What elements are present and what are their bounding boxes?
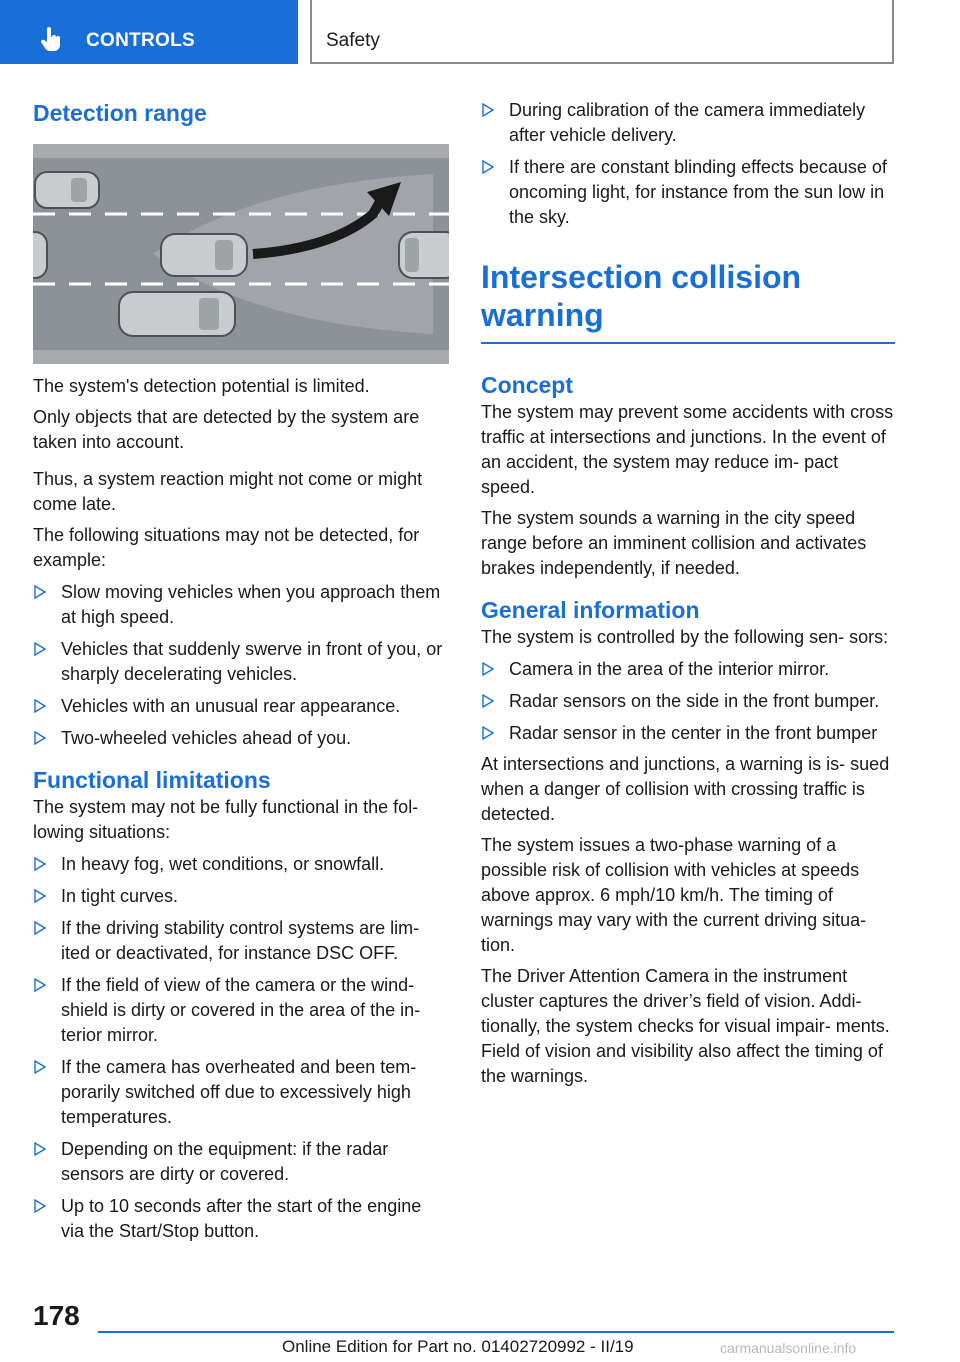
edition-note: Online Edition for Part no. 01402720992 - II/19 <box>282 1337 634 1356</box>
list-item: Vehicles with an unusual rear appearance. <box>33 694 449 719</box>
detection-paragraph: The following situations may not be detected, for example: <box>33 525 420 570</box>
list-item: Radar sensor in the center in the front bumper <box>481 721 895 746</box>
detection-paragraph: Only objects that are detected by the system are taken into account. <box>33 407 420 452</box>
right-column <box>481 98 895 1089</box>
triangle-bullet-icon <box>34 1142 46 1156</box>
general-paragraph: The Driver Attention Camera in the instrument cluster captures the driver’s field of vision. Addi‐ tionally, the system checks for visual impair‐ ments. Field of vision and visibility also affect the timing of the warnings. <box>481 966 890 1086</box>
detection-range-diagram <box>33 144 449 364</box>
triangle-bullet-icon <box>482 160 494 174</box>
triangle-bullet-icon <box>34 699 46 713</box>
list-item: If the field of view of the camera or the wind‐ shield is dirty or covered in the area of the in‐ terior mirror. <box>33 973 449 1048</box>
triangle-bullet-icon <box>34 731 46 745</box>
list-item: Depending on the equipment: if the radar sensors are dirty or covered. <box>33 1137 449 1187</box>
functional-paragraph: The system may not be fully functional in the fol‐ lowing situations: <box>33 797 419 842</box>
sensor-list <box>481 657 895 746</box>
triangle-bullet-icon <box>34 857 46 871</box>
triangle-bullet-icon <box>34 921 46 935</box>
general-paragraph: At intersections and junctions, a warning is is‐ sued when a danger of collision with crossing traffic is detected. <box>481 754 890 824</box>
functional-list-continued <box>481 98 895 230</box>
triangle-bullet-icon <box>482 726 494 740</box>
general-paragraph: The system issues a two-phase warning of a possible risk of collision with vehicles at speeds above approx. 6 mph/10 km/h. The timing of warnings may vary with the current driving situa‐ tion. <box>481 835 867 955</box>
chapter-title: Safety <box>326 30 380 51</box>
list-item: If the camera has overheated and been tem‐ porarily switched off due to excessively high temperatures. <box>33 1055 449 1130</box>
triangle-bullet-icon <box>34 1199 46 1213</box>
list-item: Slow moving vehicles when you approach them at high speed. <box>33 580 449 630</box>
detection-paragraph: The system's detection potential is limited. <box>33 376 370 396</box>
list-item: Vehicles that suddenly swerve in front of you, or sharply decelerating vehicles. <box>33 637 449 687</box>
list-item: Two-wheeled vehicles ahead of you. <box>33 726 449 751</box>
general-paragraph: The system is controlled by the following sen‐ sors: <box>481 627 889 647</box>
triangle-bullet-icon <box>482 103 494 117</box>
list-item: If there are constant blinding effects because of oncoming light, for instance from the sun low in the sky. <box>481 155 895 230</box>
concept-heading: Concept <box>481 372 573 398</box>
section-tab[interactable] <box>0 0 298 64</box>
list-item: In heavy fog, wet conditions, or snowfall. <box>33 852 449 877</box>
triangle-bullet-icon <box>482 662 494 676</box>
detection-range-heading: Detection range <box>33 100 207 126</box>
list-item: Camera in the area of the interior mirror. <box>481 657 895 682</box>
triangle-bullet-icon <box>34 642 46 656</box>
triangle-bullet-icon <box>34 585 46 599</box>
triangle-bullet-icon <box>34 889 46 903</box>
list-item: During calibration of the camera immediately after vehicle delivery. <box>481 98 895 148</box>
footer-divider <box>98 1331 894 1333</box>
functional-list <box>33 852 449 1244</box>
triangle-bullet-icon <box>482 694 494 708</box>
triangle-bullet-icon <box>34 1060 46 1074</box>
pointing-hand-icon <box>38 26 64 52</box>
functional-limitations-heading: Functional limitations <box>33 767 271 793</box>
list-item: If the driving stability control systems are lim‐ ited or deactivated, for instance DSC OFF. <box>33 916 449 966</box>
concept-paragraph: The system sounds a warning in the city speed range before an imminent collision and activates brakes independently, if needed. <box>481 508 867 578</box>
triangle-bullet-icon <box>34 978 46 992</box>
detection-range-illustration <box>33 144 449 364</box>
list-item: Up to 10 seconds after the start of the engine via the Start/Stop button. <box>33 1194 449 1244</box>
list-item: In tight curves. <box>33 884 449 909</box>
list-item: Radar sensors on the side in the front bumper. <box>481 689 895 714</box>
main-section-heading: Intersection collision warning <box>481 258 895 344</box>
page-number: 178 <box>33 1300 80 1331</box>
detection-paragraph: Thus, a system reaction might not come or might come late. <box>33 469 423 514</box>
chapter-header <box>310 0 894 64</box>
detection-list <box>33 580 449 751</box>
watermark: carmanualsonline.info <box>720 1340 857 1356</box>
left-column <box>33 98 449 1244</box>
section-tab-label: CONTROLS <box>86 30 196 51</box>
general-information-heading: General information <box>481 597 700 623</box>
concept-paragraph: The system may prevent some accidents with cross traffic at intersections and junctions. In the event of an accident, the system may reduce im‐ pact speed. <box>481 402 894 497</box>
